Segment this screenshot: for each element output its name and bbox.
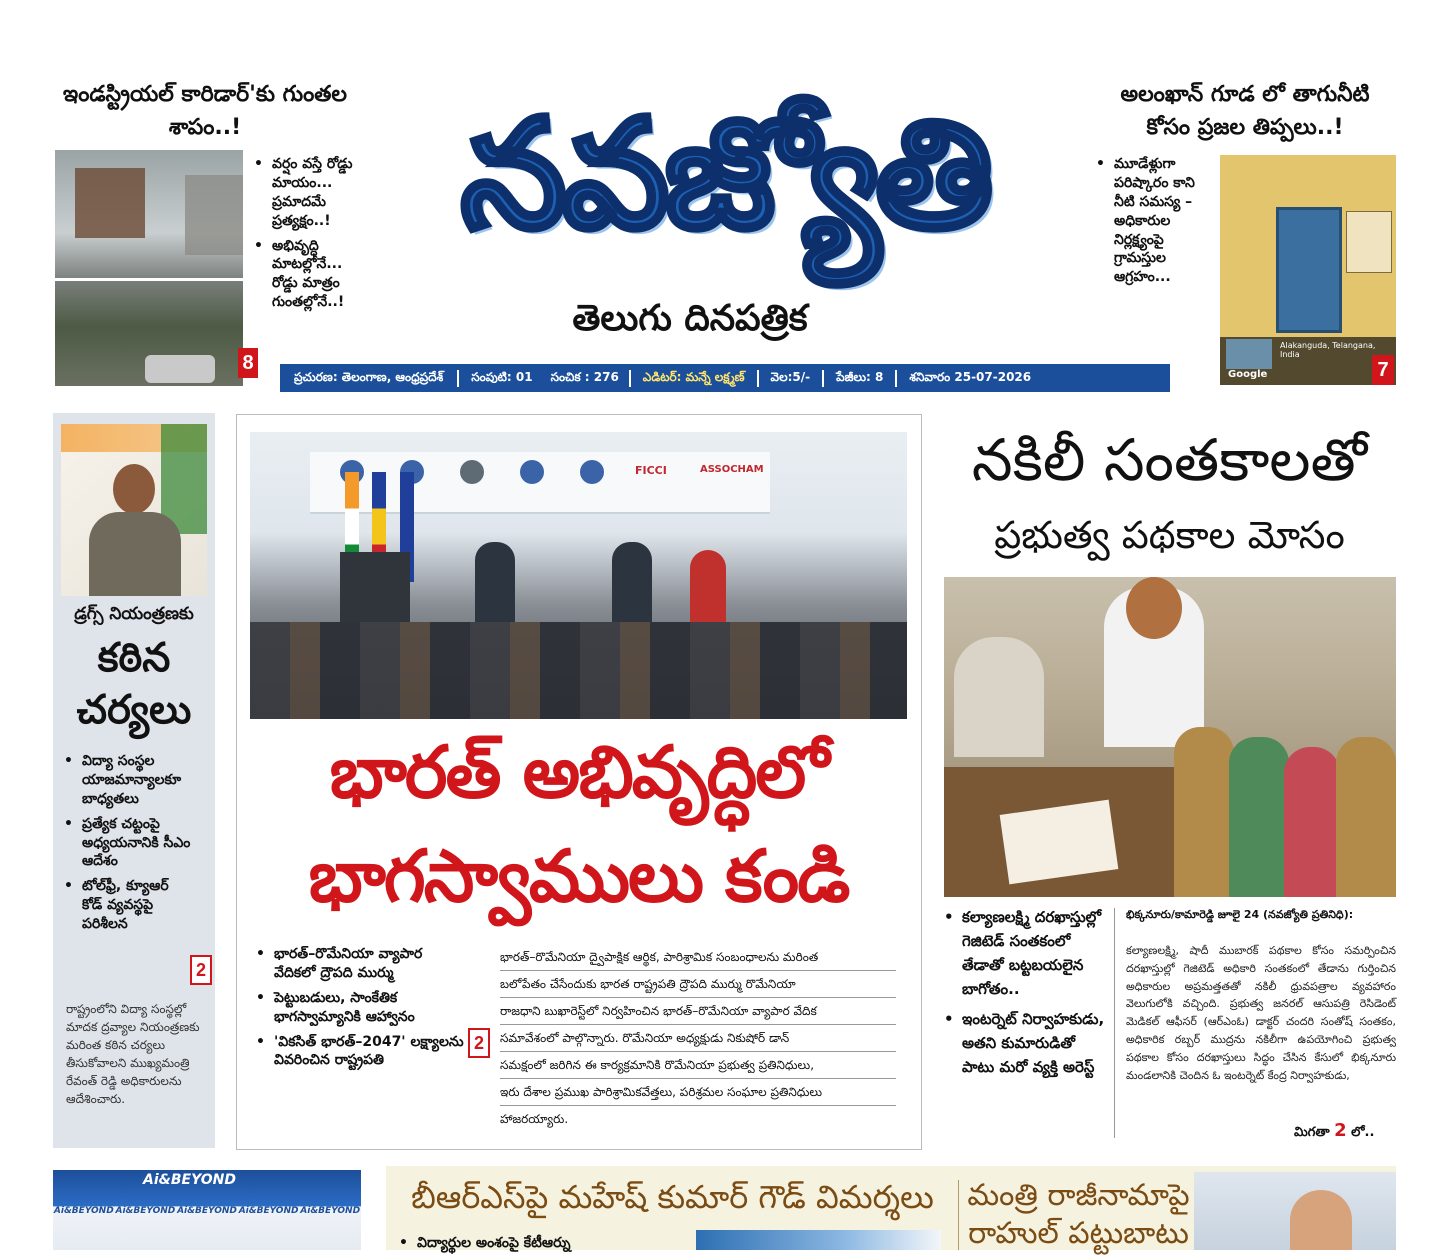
lead-page-number[interactable]: 2 [468,1028,490,1058]
right-teaser-photo[interactable] [1220,155,1396,385]
bottom-story1-photo[interactable] [696,1230,941,1250]
notice-board [1346,211,1392,273]
suspect-figure-shape [1229,737,1289,897]
right-story-headline-line2[interactable]: ప్రభుత్వ పథకాల మోసం [994,513,1345,557]
lead-body-line: హాజరయ్యారు. [500,1112,569,1126]
lead-body-line: సమావేశంలో పాల్గొన్నారు. రొమేనియా అధ్యక్షుడు నికుషోర్ డాన్ [500,1025,896,1052]
sidebar-body: రాష్ట్రంలోని విద్యా సంస్థల్లో మాదక ద్రవ్యాల నియంత్రణకు మరింత కఠిన చర్యలు తీసుకోవాలని ముఖ్యమంత్రి రేవంత్ రెడ్డి అధికారులను ఆదేశించారు. [66,1002,200,1106]
lead-body-line: భారత్–రొమేనియా ద్వైపాక్షిక ఆర్థిక, పారిశ్రామిక సంబంధాలను మరింత [500,944,896,971]
lead-headline-line1[interactable]: భారత్ అభివృద్ధిలో [329,730,828,814]
lead-body-line: బలోపేతం చేసేందుకు భారత రాష్ట్రపతి ద్రౌపది ముర్ము రొమేనియా [500,971,896,998]
right-story-bullet[interactable]: • ఇంటర్నెట్ నిర్వాహకుడు, అతని కుమారుడితో పాటు మరో వ్యక్తి అరెస్ట్ [940,1007,1105,1079]
doctor-head-shape [1126,577,1182,639]
masthead-tagline: తెలుగు దినపత్రిక [572,298,808,339]
geo-caption-location: Alakanguda, Telangana, India [1280,341,1376,359]
bottom-divider [958,1180,959,1250]
sidebar-photo[interactable] [61,424,207,596]
lead-bullet[interactable]: • భారత్–రొమేనియా వ్యాపార వేదికలో ద్రౌపది ముర్ము [252,945,464,983]
right-story-body: కల్యాణలక్ష్మి, షాదీ ముబారక్ పథకాల కోసం సమర్పించిన దరఖాస్తుల్లో గెజిటెడ్ అధికారి సంతకంలో తేడాను గుర్తించిన అధికారుల అప్రమత్తతతో నకిలీ ధ్రువపత్రాల వ్యవహారం వెలుగులోకి వచ్చింది. ప్రభుత్వ జనరల్ ఆసుపత్రి రెసిడెంట్ మెడికల్ ఆఫీసర్ (ఆర్‌ఎంఓ) డాక్టర్ చందరి సంతోష్ సంతకం, అధికారిక రబ్బర్ ముద్రను నకిలీగా ఉపయోగించి ప్రభుత్వ పథకాల కోసం దరఖాస్తులు సిద్ధం చేసిన కేసులో భిక్కనూరు మండలానికి చెందిన ఓ ఇంటర్నెట్ కేంద్ర నిర్వాహకుడు, [1126,944,1396,1082]
bottom-story1-bullet[interactable]: • విద్యార్థుల అంశంపై కేటీఆర్ను [395,1234,685,1253]
bottom-story1-headline[interactable]: బీఆర్ఎస్‌పై మహేష్ కుమార్ గౌడ్ విమర్శలు [411,1178,934,1216]
google-map-icon [1226,339,1272,369]
left-teaser-photo[interactable] [55,150,243,386]
continued-suffix: లో.. [1351,1125,1375,1140]
left-teaser-bullet[interactable]: • వర్షం వస్తే రోడ్డు మాయం... ప్రమాదమే ప్రత్యక్షం..! [250,155,370,231]
lead-headline-line2[interactable]: భాగస్వాములు కండి [308,834,849,918]
bottom-story1-bullets [395,1234,685,1259]
sidebar-page-number[interactable]: 2 [190,955,212,985]
lead-body-line: సమక్షంలో జరిగిన ఈ కార్యక్రమానికి రొమేనియా ప్రభుత్వ ప్రతినిధులు, [500,1052,896,1079]
suspect-figure-shape [1284,747,1340,897]
banner-logo-text: Ai&BEYOND [143,1172,236,1188]
info-publication: ప్రచురణ: తెలంగాణ, ఆంధ్రప్రదేశ్ [280,370,459,387]
audience-shape [250,622,907,719]
person-body-shape [89,512,181,596]
left-teaser-bullet[interactable]: • అభివృద్ధి మాటల్లోనే... రోడ్డు మాత్రం గుంతల్లోనే..! [250,237,370,313]
logo-emblem-icon [460,460,484,484]
info-volume: సంపుటి: 01 [471,369,533,384]
sidebar-bullet[interactable]: • టోల్‌ఫ్రీ, క్యూఆర్ కోడ్ వ్యవస్థపై పరిశీలన [60,877,210,934]
person-head-shape [1290,1190,1352,1250]
lead-body-column [500,944,896,1132]
right-teaser-bullet[interactable]: • మూడేళ్లుగా పరిష్కారం కాని నీటి సమస్య – అధికారుల నిర్లక్ష్యంపై గ్రామస్తుల ఆగ్రహం... [1092,155,1212,287]
bottom-story2-photo[interactable] [1194,1172,1396,1250]
banner-backdrop-text: Ai&BEYOND [300,1206,361,1216]
sidebar-bullet[interactable]: • విద్యా సంస్థల యాజమాన్యాలకూ బాధ్యతలు [60,752,210,809]
logo-emblem-icon [580,460,604,484]
right-story-headline-line1[interactable]: నకిలీ సంతకాలతో [971,426,1368,494]
info-strip [280,364,1170,392]
left-teaser-bullets [250,155,370,318]
panelist-shape [612,542,652,622]
info-date: శనివారం 25-07-2026 [909,369,1032,384]
right-teaser-page-number[interactable]: 7 [1372,355,1394,385]
info-price: వెల:5/- [759,370,825,387]
right-story-divider [1114,908,1115,1138]
door-shape [1276,207,1342,333]
geo-caption-google: Google [1228,369,1268,380]
sidebar-headline[interactable]: కఠిన చర్యలు [76,635,192,733]
banner-backdrop-row [53,1206,361,1216]
lead-bullet[interactable]: • 'వికసిత్ భారత్–2047' లక్ష్యాలను వివరించిన రాష్ట్రపతి [252,1033,464,1071]
info-editor: ఎడిటర్: మన్నే లక్ష్మణ్ [631,370,759,387]
police-figure-shape [1174,727,1234,897]
lead-bullet[interactable]: • పెట్టుబడులు, సాంకేతిక భాగస్వామ్యానికి ఆహ్వానం [252,989,464,1027]
sidebar-kicker: డ్రగ్స్ నియంత్రణకు [74,604,194,624]
sidebar-bullets [60,752,210,940]
continued-page-number[interactable]: 2 [1334,1120,1347,1141]
continued-label: మిగతా [1294,1125,1330,1140]
bottom-left-photo[interactable] [53,1170,361,1250]
left-teaser-headline[interactable]: ఇండస్ట్రియల్ కారిడార్'కు గుంతల శాపం..! [63,82,347,140]
bottom-story2-headline-line1[interactable]: మంత్రి రాజీనామాపై [967,1178,1190,1213]
bottom-story2-headline-line2[interactable]: రాహుల్ పట్టుబాటు [968,1216,1189,1251]
panelist-shape [475,542,515,622]
clerk-figure-shape [954,637,1044,757]
lead-bullets [252,945,464,1076]
info-issue: సంచిక : 276 [541,370,631,387]
speaker-podium-shape [340,552,410,622]
banner-backdrop-text: Ai&BEYOND [177,1206,237,1216]
right-story-illustration[interactable] [944,577,1396,897]
panelist-shape [690,550,726,622]
logo-emblem-icon [520,460,544,484]
banner-backdrop-text: Ai&BEYOND [115,1206,176,1216]
police-figure-shape [1336,737,1396,897]
logo-ficci-text: FICCI [635,464,667,477]
truck-shape [185,175,243,255]
masthead [360,60,1090,360]
right-story-dateline: భిక్కనూరు/కామారెడ్డి జూలై 24 (నవజ్యోతి ప్రతినిధి): [1126,908,1354,921]
sidebar-bullet[interactable]: • ప్రత్యేక చట్టంపై అధ్యయనానికి సీఎం ఆదేశం [60,815,210,872]
lead-photo[interactable] [250,432,907,719]
right-story-bullet[interactable]: • కల్యాణలక్ష్మి దరఖాస్తుల్లో గెజిటెడ్ సంతకంలో తేడాతో బట్టబయలైన బాగోతం.. [940,905,1105,1001]
right-teaser-bullets [1092,155,1212,293]
banner-backdrop-text: Ai&BEYOND [238,1206,299,1216]
banner-backdrop-text: Ai&BEYOND [53,1206,114,1216]
lead-body-line: రాజధాని బుఖారెస్ట్‌లో నిర్వహించిన భారత్–రొమేనియా వ్యాపార వేదిక [500,998,896,1025]
car-shape [145,355,215,383]
person-head-shape [113,464,155,514]
logo-assocham-text: ASSOCHAM [700,464,764,475]
right-teaser-headline[interactable]: అలంఖాన్ గూడ లో తాగునీటి కోసం ప్రజల తిప్పలు..! [1120,82,1370,140]
masthead-logo: నవజ్యోతి [460,88,990,262]
left-teaser-page-number[interactable]: 8 [238,348,258,378]
lead-body-line: ఇరు దేశాల ప్రముఖ పారిశ్రామికవేత్తలు, పరిశ్రమల సంఘాల ప్రతినిధులు [500,1079,896,1106]
right-story-bullets [940,905,1105,1085]
photo-divider [55,278,243,281]
info-pages: పేజీలు: 8 [824,370,897,387]
right-story-continued[interactable] [1294,1120,1398,1143]
truck-shape [75,168,145,238]
